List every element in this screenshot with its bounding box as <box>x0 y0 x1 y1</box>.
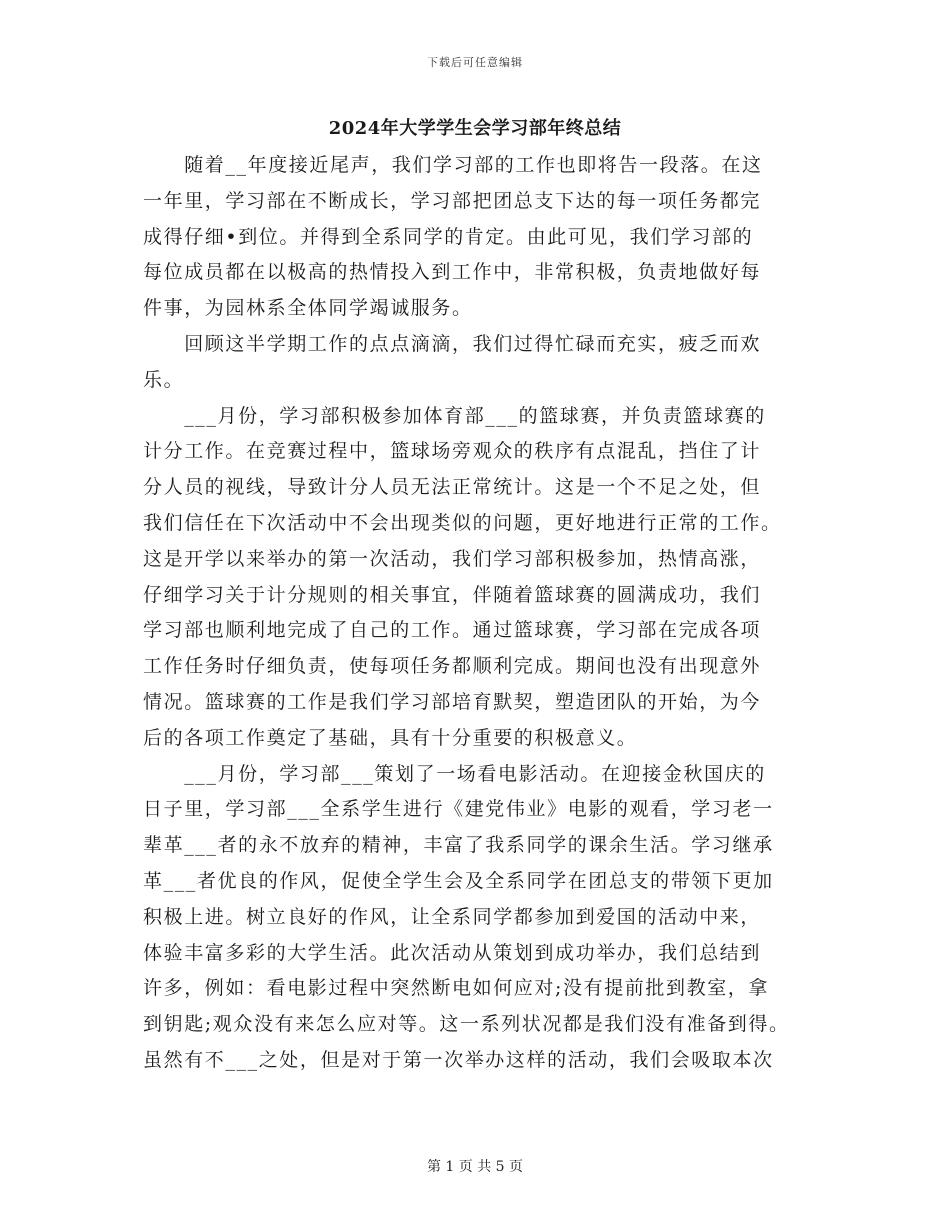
body-line: 仔细学习关于计分规则的相关事宜，伴随着篮球赛的圆满成功，我们 <box>143 583 762 606</box>
body-line: 许多，例如：看电影过程中突然断电如何应对;没有提前批到教室，拿 <box>143 977 770 1000</box>
body-line: 积极上进。树立良好的作风，让全系同学都参加到爱国的活动中来， <box>143 905 762 928</box>
document-title: 2024年大学学生会学习部年终总结 <box>328 118 622 139</box>
body-line: 日子里，学习部___全系学生进行《建党伟业》电影的观看，学习老一 <box>143 798 774 821</box>
body-line: 回顾这半学期工作的点点滴滴，我们过得忙碌而充实，疲乏而欢 <box>143 332 762 355</box>
body-line: 革___者优良的作风，促使全学生会及全系同学在团总支的带领下更加 <box>143 869 774 892</box>
body-line: 一年里，学习部在不断成长，学习部把团总支下达的每一项任务都完 <box>143 189 762 212</box>
body-line: ___月份，学习部积极参加体育部___的篮球赛，并负责篮球赛的 <box>143 404 766 427</box>
body-line: 虽然有不___之处，但是对于第一次举办这样的活动，我们会吸取本次 <box>143 1048 774 1071</box>
document-body <box>143 148 809 1079</box>
body-line: ___月份，学习部___策划了一场看电影活动。在迎接金秋国庆的 <box>143 762 766 785</box>
body-line: 分人员的视线，导致计分人员无法正常统计。这是一个不足之处，但 <box>143 476 762 499</box>
body-line: 这是开学以来举办的第一次活动，我们学习部积极参加，热情高涨， <box>143 547 762 570</box>
body-line: 成得仔细•到位。并得到全系同学的肯定。由此可见，我们学习部的 <box>143 225 754 248</box>
body-line: 每位成员都在以极高的热情投入到工作中，非常积极，负责地做好每 <box>143 261 762 284</box>
body-line: 工作任务时仔细负责，使每项任务都顺利完成。期间也没有出现意外 <box>143 655 762 678</box>
body-line: 后的各项工作奠定了基础，具有十分重要的积极意义。 <box>143 726 638 749</box>
body-line: 到钥匙;观众没有来怎么应对等。这一系列状况都是我们没有准备到得。 <box>143 1013 790 1036</box>
body-line: 件事，为园林系全体同学竭诚服务。 <box>143 297 473 320</box>
body-line: 随着__年度接近尾声，我们学习部的工作也即将告一段落。在这 <box>143 154 763 176</box>
body-line: 乐。 <box>143 368 185 391</box>
body-line: 体验丰富多彩的大学生活。此次活动从策划到成功举办，我们总结到 <box>143 941 762 964</box>
body-line: 我们信任在下次活动中不会出现类似的问题，更好地进行正常的工作。 <box>143 511 782 534</box>
page-footer: 第 1 页 共 5 页 <box>426 1159 524 1175</box>
body-line: 情况。篮球赛的工作是我们学习部培育默契，塑造团队的开始，为今 <box>143 690 762 713</box>
header-note: 下载后可任意编辑 <box>427 56 523 69</box>
body-line: 计分工作。在竞赛过程中，篮球场旁观众的秩序有点混乱，挡住了计 <box>143 440 762 463</box>
body-line: 辈革___者的永不放弃的精神，丰富了我系同学的课余生活。学习继承 <box>143 834 774 857</box>
body-line: 学习部也顺利地完成了自己的工作。通过篮球赛，学习部在完成各项 <box>143 619 762 642</box>
